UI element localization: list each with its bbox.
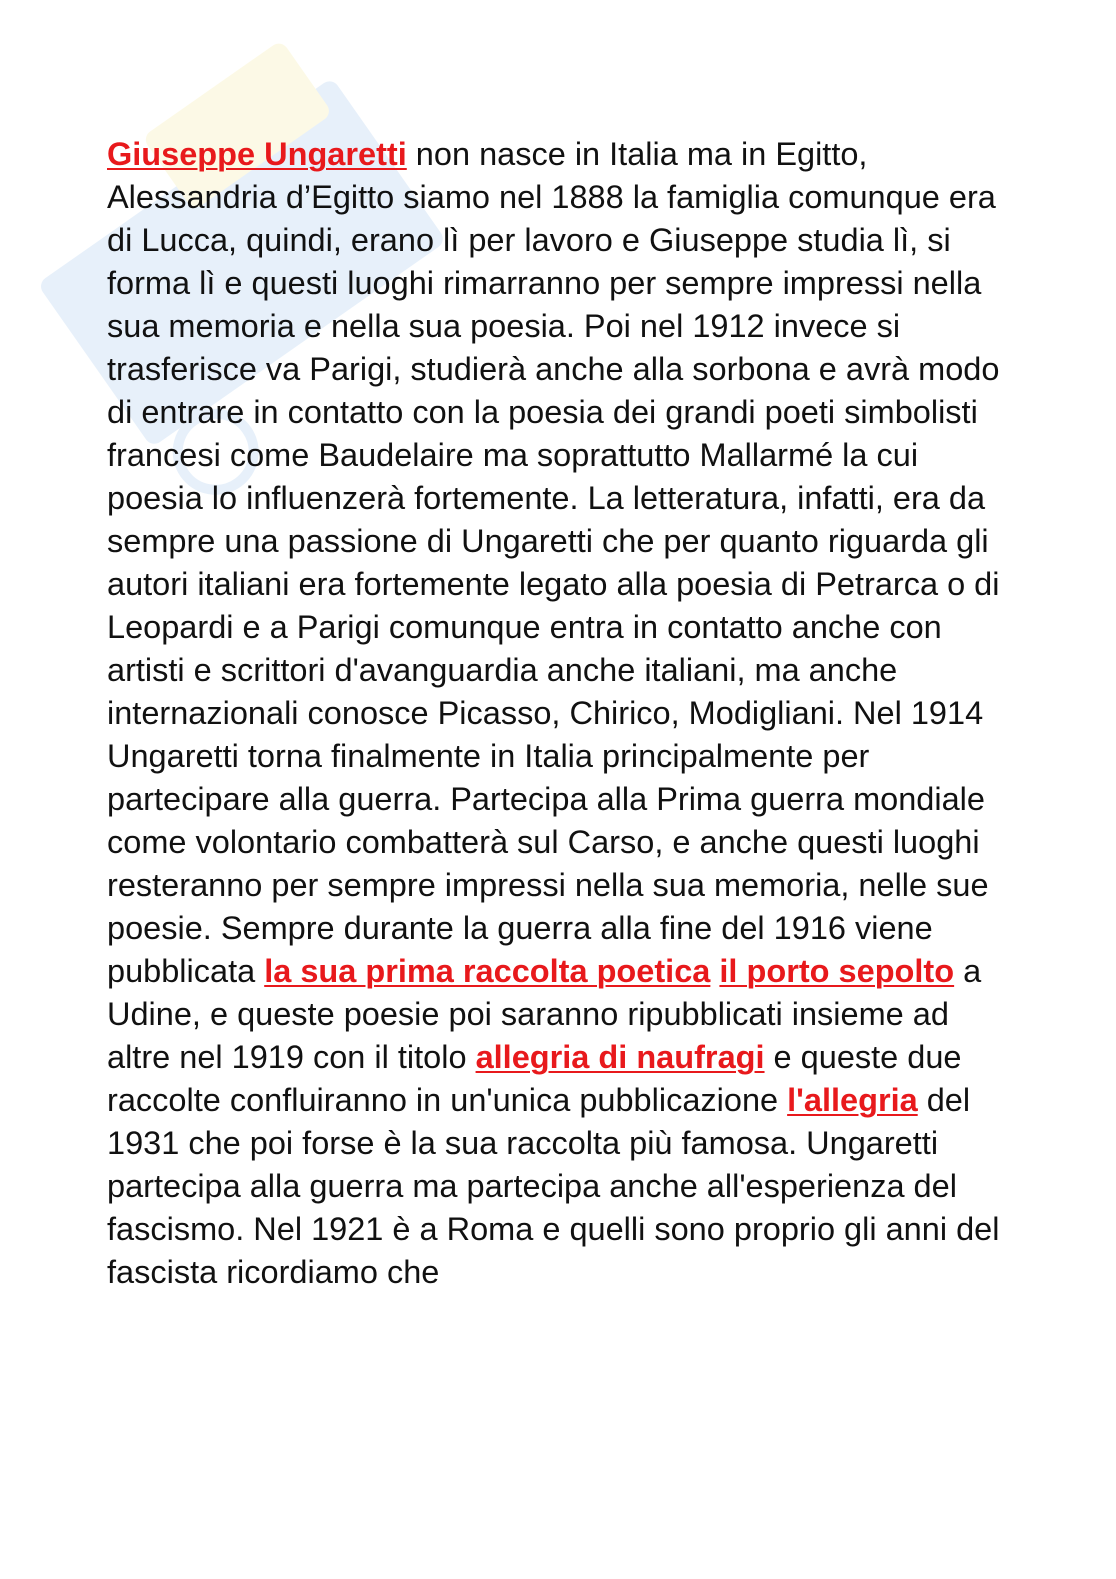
link-allegria-di-naufragi[interactable]: allegria di naufragi bbox=[475, 1039, 765, 1075]
paragraph-text-1: non nasce in Italia ma in Egitto, Alessandria d’Egitto siamo nel 1888 la famiglia comunque era di Lucca, quindi, erano lì per lavoro e Giuseppe studia lì, si forma lì e questi luoghi rimarranno per sempre impressi nella sua memoria e nella sua poesia. Poi nel 1912 invece si trasferisce va Parigi, studierà anche alla sorbona e avrà modo di entrare in contatto con la poesia dei grandi poeti simbolisti francesi come Baudelaire ma soprattutto Mallarmé la cui poesia lo influenzerà fortemente. La letteratura, infatti, era da sempre una passione di Ungaretti che per quanto riguarda gli autori italiani era fortemente legato alla poesia di Petrarca o di Leopardi e a Parigi comunque entra in contatto anche con artisti e scrittori d'avanguardia anche italiani, ma anche internazionali conosce Picasso, Chirico, Modigliani. Nel 1914 Ungaretti torna finalmente in Italia principalmente per partecipare alla guerra. Partecipa alla Prima guerra mondiale come volontario combatterà sul Carso, e anche questi luoghi resteranno per sempre impressi nella sua memoria, nelle sue poesie. Sempre durante la guerra alla fine del 1916 viene pubblicata bbox=[107, 136, 1000, 989]
paragraph-text-4: e queste due raccolte confluiranno in un'unica pubblicazione bbox=[107, 1039, 962, 1118]
paragraph-text-3: a Udine, e queste poesie poi saranno ripubblicati insieme ad altre nel 1919 con il titolo bbox=[107, 953, 982, 1075]
link-prima-raccolta-poetica[interactable]: la sua prima raccolta poetica bbox=[264, 953, 711, 989]
link-il-porto-sepolto[interactable]: il porto sepolto bbox=[719, 953, 955, 989]
link-l-allegria[interactable]: l'allegria bbox=[787, 1082, 918, 1118]
paragraph-text-5: del 1931 che poi forse è la sua raccolta più famosa. Ungaretti partecipa alla guerra ma partecipa anche all'esperienza del fascismo. Nel 1921 è a Roma e quelli sono proprio gli anni del fascista ricordiamo che bbox=[107, 1082, 1000, 1290]
link-giuseppe-ungaretti[interactable]: Giuseppe Ungaretti bbox=[107, 136, 407, 172]
body-paragraph bbox=[107, 133, 1017, 1294]
